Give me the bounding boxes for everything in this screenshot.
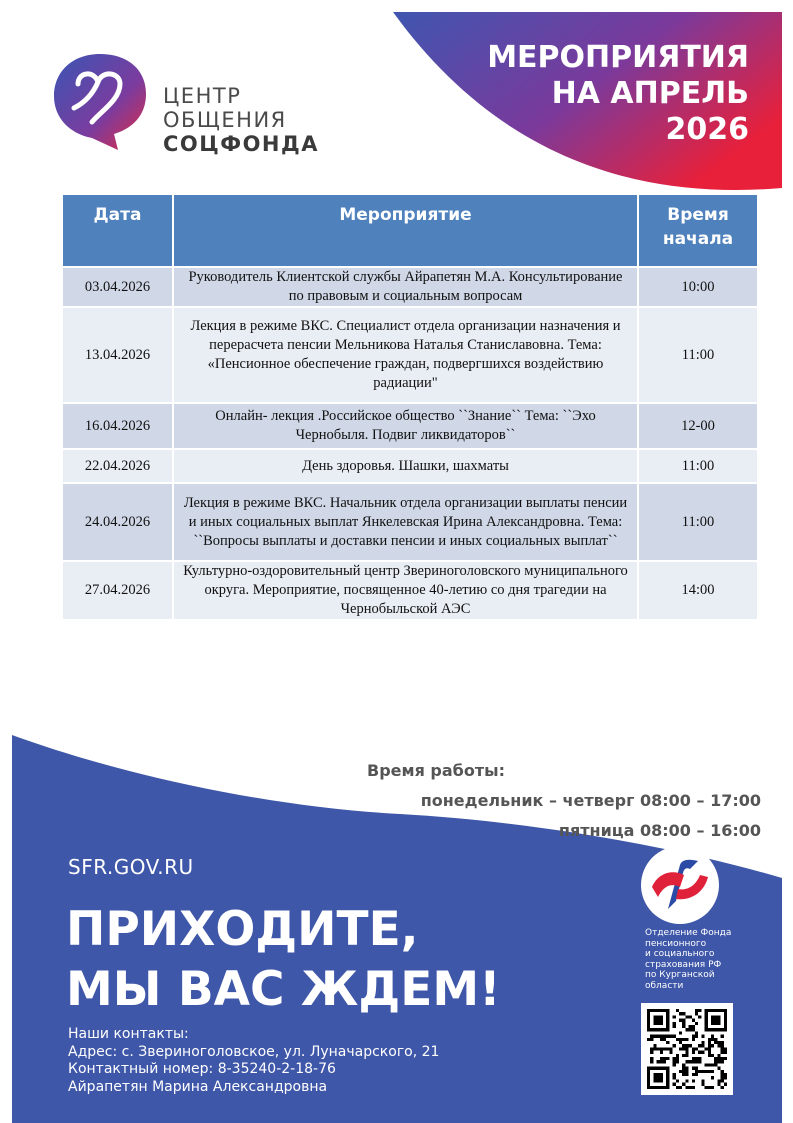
cell-time: 12-00 — [638, 403, 758, 449]
qr-code[interactable] — [641, 1003, 733, 1095]
cell-date: 22.04.2026 — [62, 449, 173, 483]
cell-event: Культурно-оздоровительный центр Звериноголовского муниципального округа. Мероприятие, посвященное 40-летию со дня трагедии на Чернобыльской АЭС — [173, 561, 638, 620]
cell-time: 11:00 — [638, 483, 758, 561]
page-title — [487, 40, 749, 148]
cell-date: 27.04.2026 — [62, 561, 173, 620]
table-row — [62, 561, 758, 620]
center-logo — [52, 50, 148, 152]
table-row — [62, 483, 758, 561]
sfr-name-line: Отделение Фонда — [645, 928, 732, 938]
brand-line-2: ОБЩЕНИЯ — [163, 108, 287, 132]
header-time: Время начала — [638, 194, 758, 267]
title-line-3: 2026 — [665, 112, 749, 147]
table-row — [62, 307, 758, 403]
cell-time: 10:00 — [638, 267, 758, 307]
contacts-title: Наши контакты: — [68, 1026, 189, 1042]
qr-code-icon — [647, 1009, 727, 1089]
slogan-line-2: МЫ ВАС ЖДЕМ! — [66, 962, 501, 1017]
header-event: Мероприятие — [173, 194, 638, 267]
hours-title: Время работы: — [367, 761, 505, 780]
contacts-address: Адрес: с. Звериноголовское, ул. Луначарского, 21 — [68, 1043, 440, 1060]
cell-date: 24.04.2026 — [62, 483, 173, 561]
hours-friday: пятница 08:00 – 16:00 — [558, 821, 761, 840]
cell-event: Онлайн- лекция .Российское общество ``Знание`` Тема: ``Эхо Чернобыля. Подвиг ликвидаторов`` — [173, 403, 638, 449]
cell-time: 11:00 — [638, 449, 758, 483]
sfr-logo — [641, 846, 719, 924]
cell-event: Руководитель Клиентской службы Айрапетян М.А. Консультирование по правовым и социальным вопросам — [173, 267, 638, 307]
sfr-name-line: по Курганской — [645, 970, 715, 980]
cell-event: Лекция в режиме ВКС. Специалист отдела организации назначения и перерасчета пенсии Мельникова Наталья Станиславовна. Тема: «Пенсионное обеспечение граждан, подвергшихся воздействию радиации" — [173, 307, 638, 403]
contacts — [68, 1026, 439, 1096]
slogan-line-1: ПРИХОДИТЕ, — [66, 902, 419, 957]
cell-event: Лекция в режиме ВКС. Начальник отдела организации выплаты пенсии и иных социальных выплат Янкелевская Ирина Александровна. Тема: ``Вопросы выплаты и доставки пенсии и иных социальных выплат`` — [173, 483, 638, 561]
table-row — [62, 403, 758, 449]
contacts-person: Айрапетян Марина Александровна — [68, 1078, 328, 1095]
sfr-name — [645, 928, 755, 991]
brand-name — [163, 84, 319, 156]
cell-event: День здоровья. Шашки, шахматы — [173, 449, 638, 483]
cell-time: 14:00 — [638, 561, 758, 620]
table-row — [62, 267, 758, 307]
header-date: Дата — [62, 194, 173, 267]
title-line-1: МЕРОПРИЯТИЯ — [487, 40, 749, 75]
brand-line-1: ЦЕНТР — [163, 84, 242, 108]
contacts-phone: Контактный номер: 8-35240-2-18-76 — [68, 1061, 336, 1077]
website-link[interactable]: SFR.GOV.RU — [68, 855, 194, 879]
sfr-name-line: и социального — [645, 949, 715, 959]
events-table — [61, 193, 759, 621]
cell-date: 03.04.2026 — [62, 267, 173, 307]
brand-line-3: СОЦФОНДА — [163, 132, 319, 156]
cell-date: 13.04.2026 — [62, 307, 173, 403]
cell-date: 16.04.2026 — [62, 403, 173, 449]
table-row — [62, 449, 758, 483]
title-line-2: НА АПРЕЛЬ — [551, 76, 749, 111]
sfr-name-line: страхования РФ — [645, 959, 722, 970]
slogan — [66, 900, 501, 1020]
table-header-row — [62, 194, 758, 267]
heart-bubble-icon — [52, 50, 148, 152]
sfr-logo-icon — [650, 857, 710, 913]
sfr-name-line: пенсионного — [645, 938, 707, 949]
hours-weekdays: понедельник – четверг 08:00 – 17:00 — [420, 791, 761, 810]
sfr-name-line: области — [645, 980, 684, 991]
cell-time: 11:00 — [638, 307, 758, 403]
working-hours — [341, 756, 761, 846]
